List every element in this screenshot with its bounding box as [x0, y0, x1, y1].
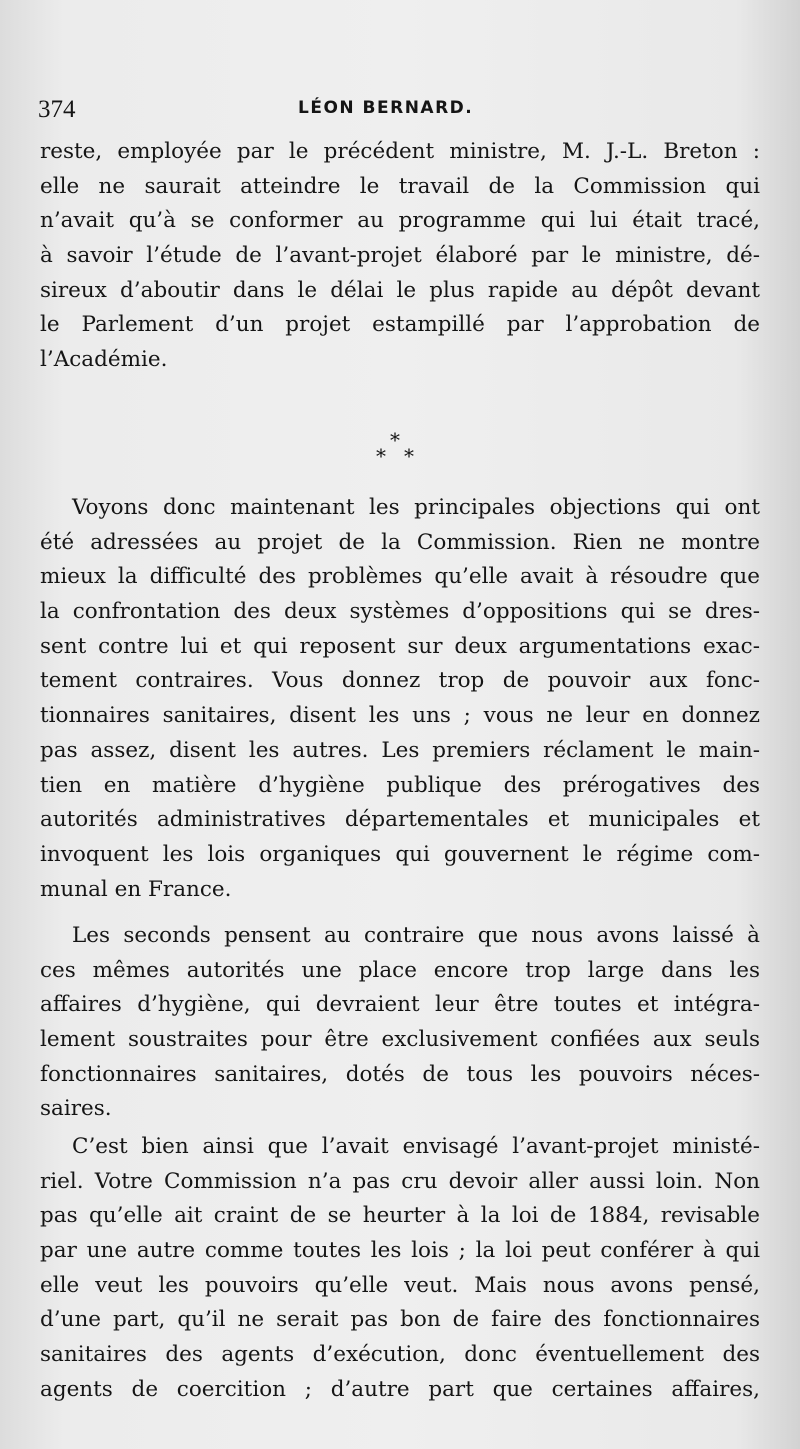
text-line: tement contraires. Vous donnez trop de pouvoir aux fonc-	[40, 668, 760, 694]
text-line: munal en France.	[40, 876, 232, 902]
paragraph-4	[40, 1130, 760, 1408]
text-line: sireux d’aboutir dans le délai le plus rapide au dépôt devant	[40, 277, 760, 303]
text-line: tionnaires sanitaires, disent les uns ; vous ne leur en donnez	[40, 703, 760, 729]
text-line: l’Académie.	[40, 347, 168, 373]
paragraph-3	[40, 919, 760, 1127]
text-line: reste, employée par le précédent ministre, M. J.-L. Breton :	[40, 139, 760, 164]
text-line: riel. Votre Commission n’a pas cru devoir aller aussi loin. Non	[40, 1168, 760, 1194]
text-line: pas assez, disent les autres. Les premiers réclament le main-	[40, 737, 760, 763]
text-line: par une autre comme toutes les lois ; la loi peut conférer à qui	[40, 1238, 760, 1264]
text-line: lement soustraites pour être exclusivement confiées aux seuls	[40, 1027, 760, 1053]
page-header	[38, 96, 758, 126]
text-line: sent contre lui et qui reposent sur deux argumentations exac-	[40, 633, 760, 659]
text-line: le Parlement d’un projet estampillé par l’approbation de	[40, 312, 760, 338]
text-line: elle ne saurait atteindre le travail de la Commission qui	[40, 173, 760, 199]
asterisk-mark: *	[376, 444, 386, 468]
text-line: mieux la difficulté des problèmes qu’elle avait à résoudre que	[40, 564, 760, 590]
text-line: agents de coercition ; d’autre part que certaines affaires,	[40, 1376, 760, 1402]
text-line: Les seconds pensent au contraire que nous avons laissé à	[72, 923, 760, 948]
text-line: la confrontation des deux systèmes d’oppositions qui se dres-	[40, 599, 760, 625]
text-line: autorités administratives départementales et municipales et	[40, 807, 760, 833]
text-line: saires.	[40, 1096, 112, 1122]
running-head: LÉON BERNARD.	[298, 98, 474, 118]
text-line: invoquent les lois organiques qui gouvernent le régime com-	[40, 841, 760, 867]
paragraph-1	[40, 135, 760, 378]
text-line: ces mêmes autorités une place encore trop large dans les	[40, 957, 760, 983]
asterisk-mark: *	[404, 444, 414, 468]
paragraph-2	[40, 491, 760, 907]
text-line: été adressées au projet de la Commission. Rien ne montre	[40, 529, 760, 555]
page-number: 374	[38, 96, 76, 123]
asterisk-mark: *	[390, 428, 400, 452]
text-line: affaires d’hygiène, qui devraient leur être toutes et intégra-	[40, 992, 760, 1018]
text-line: elle veut les pouvoirs qu’elle veut. Mais nous avons pensé,	[40, 1272, 760, 1298]
text-line: pas qu’elle ait craint de se heurter à la loi de 1884, revisable	[40, 1203, 760, 1229]
text-line: tien en matière d’hygiène publique des prérogatives des	[40, 772, 760, 798]
text-line: à savoir l’étude de l’avant-projet élaboré par le ministre, dé-	[40, 243, 760, 269]
text-line: fonctionnaires sanitaires, dotés de tous les pouvoirs néces-	[40, 1061, 760, 1087]
text-line: n’avait qu’à se conformer au programme qui lui était tracé,	[40, 208, 760, 234]
text-line: C’est bien ainsi que l’avait envisagé l’avant-projet ministé-	[72, 1134, 760, 1159]
text-line: Voyons donc maintenant les principales objections qui ont	[72, 495, 760, 520]
text-line: sanitaires des agents d’exécution, donc éventuellement des	[40, 1342, 760, 1368]
text-line: d’une part, qu’il ne serait pas bon de faire des fonctionnaires	[40, 1307, 760, 1333]
section-separator	[360, 428, 440, 472]
